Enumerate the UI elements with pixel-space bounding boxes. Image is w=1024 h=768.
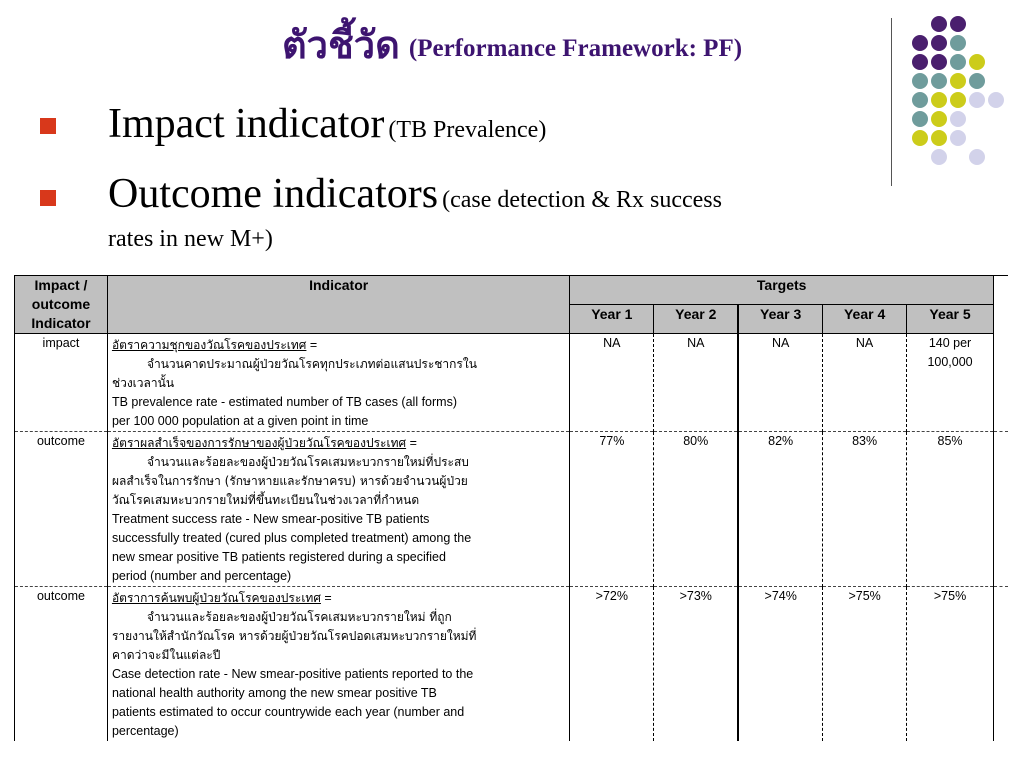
- indicator-equals: =: [320, 591, 332, 605]
- row-indicator: [107, 432, 569, 587]
- target-year-4: 83%: [823, 432, 907, 587]
- target-year-5-line2: 100,000: [927, 355, 973, 369]
- bullet-impact: [108, 100, 546, 148]
- decorative-dot: [912, 130, 928, 146]
- indicator-english-definition: per 100 000 population at a given point in time: [111, 414, 369, 428]
- bullet-icon: [40, 118, 56, 134]
- row-type: outcome: [15, 432, 108, 587]
- header-impact-outcome: Impact / outcome Indicator: [15, 276, 108, 334]
- target-year-4: NA: [823, 334, 907, 432]
- target-year-1: NA: [570, 334, 654, 432]
- target-year-2: 80%: [654, 432, 738, 587]
- target-year-5: [907, 334, 994, 432]
- bullet-outcome: [108, 170, 722, 218]
- decorative-dot: [950, 54, 966, 70]
- indicator-thai-definition: คาดว่าจะมีในแต่ละปี: [111, 648, 221, 662]
- bullet-outcome-sub-continued: rates in new M+): [108, 226, 273, 252]
- header-year-1: Year 1: [570, 305, 654, 334]
- table-row: [15, 587, 1009, 742]
- decorative-dot: [912, 73, 928, 89]
- target-year-3: 82%: [738, 432, 822, 587]
- indicator-english-definition: patients estimated to occur countrywide each year (number and: [111, 705, 465, 719]
- decorative-dot: [931, 149, 947, 165]
- decorative-dot: [931, 73, 947, 89]
- decorative-dot: [931, 111, 947, 127]
- indicator-english-definition: period (number and percentage): [111, 569, 292, 583]
- indicator-thai-title: อัตราความชุกของวัณโรคของประเทศ: [111, 338, 307, 352]
- target-year-1: 77%: [570, 432, 654, 587]
- title-english: (Performance Framework: PF): [408, 35, 743, 62]
- bullet-outcome-sub: (case detection & Rx success: [442, 187, 722, 213]
- target-year-5: >75%: [907, 587, 994, 742]
- indicator-equals: =: [306, 338, 318, 352]
- bullet-impact-main: Impact indicator: [108, 101, 385, 147]
- indicator-thai-definition: จำนวนและร้อยละของผู้ป่วยวัณโรคเสมหะบวกรายใหม่ที่ประสบ: [146, 455, 469, 469]
- decorative-divider: [891, 18, 892, 186]
- row-indicator: [107, 587, 569, 742]
- indicator-thai-definition: รายงานให้สำนักวัณโรค หารด้วยผู้ป่วยวัณโรคปอดเสมหะบวกรายใหม่ที่: [111, 629, 477, 643]
- indicator-thai-definition: ช่วงเวลานั้น: [111, 376, 175, 390]
- decorative-dot: [969, 54, 985, 70]
- indicator-equals: =: [406, 436, 417, 450]
- slide-title: [0, 14, 1024, 75]
- target-year-2: NA: [654, 334, 738, 432]
- target-year-5-line1: 140 per: [928, 336, 972, 350]
- bullet-outcome-main: Outcome indicators: [108, 171, 439, 217]
- row-type: outcome: [15, 587, 108, 742]
- header-year-5: Year 5: [907, 305, 994, 334]
- indicator-thai-definition: จำนวนและร้อยละของผู้ป่วยวัณโรคเสมหะบวกรายใหม่ ที่ถูก: [146, 610, 452, 624]
- row-end: [994, 432, 1009, 587]
- header-year-4: Year 4: [823, 305, 907, 334]
- decorative-dot: [912, 111, 928, 127]
- row-type: impact: [15, 334, 108, 432]
- target-year-3: NA: [738, 334, 822, 432]
- target-year-1: >72%: [570, 587, 654, 742]
- decorative-dot: [931, 54, 947, 70]
- target-year-3: >74%: [738, 587, 822, 742]
- decorative-dot: [969, 149, 985, 165]
- bullet-icon: [40, 190, 56, 206]
- indicator-english-definition: new smear positive TB patients registered during a specified: [111, 550, 446, 564]
- target-year-2: >73%: [654, 587, 738, 742]
- performance-framework-table: [14, 275, 1008, 741]
- indicator-thai-title: อัตราผลสำเร็จของการรักษาของผู้ป่วยวัณโรคของประเทศ: [111, 436, 407, 450]
- decorative-dot: [912, 54, 928, 70]
- indicator-english-definition: Case detection rate - New smear-positive patients reported to the: [111, 667, 474, 681]
- row-end: [994, 334, 1009, 432]
- indicator-english-definition: national health authority among the new smear positive TB: [111, 686, 437, 700]
- title-thai: ตัวชี้วัด: [281, 23, 400, 67]
- indicator-english-definition: Treatment success rate - New smear-positive TB patients: [111, 512, 430, 526]
- indicator-thai-definition: วัณโรคเสมหะบวกรายใหม่ที่ขึ้นทะเบียนในช่วงเวลาที่กำหนด: [111, 493, 420, 507]
- indicator-thai-definition: ผลสำเร็จในการรักษา (รักษาหายและรักษาครบ) หารด้วยจำนวนผู้ป่วย: [111, 474, 468, 488]
- indicator-thai-title: อัตราการค้นพบผู้ป่วยวัณโรคของประเทศ: [111, 591, 321, 605]
- decorative-dot: [950, 73, 966, 89]
- decorative-dot: [950, 35, 966, 51]
- target-year-5: 85%: [907, 432, 994, 587]
- header-year-2: Year 2: [654, 305, 738, 334]
- decorative-dot: [950, 92, 966, 108]
- indicator-thai-definition: จำนวนคาดประมาณผู้ป่วยวัณโรคทุกประเภทต่อแสนประชากรใน: [146, 357, 477, 371]
- decorative-dot: [950, 111, 966, 127]
- decorative-dot: [988, 92, 1004, 108]
- decorative-dot: [950, 16, 966, 32]
- header-targets: Targets: [570, 276, 994, 305]
- decorative-dot: [950, 130, 966, 146]
- decorative-dot: [931, 130, 947, 146]
- table-row: [15, 334, 1009, 432]
- bullet-impact-sub: (TB Prevalence): [388, 117, 547, 143]
- header-blank: [994, 276, 1009, 334]
- target-year-4: >75%: [823, 587, 907, 742]
- decorative-dot: [969, 73, 985, 89]
- decorative-dot: [912, 35, 928, 51]
- indicator-english-definition: percentage): [111, 724, 179, 738]
- indicator-english-definition: TB prevalence rate - estimated number of TB cases (all forms): [111, 395, 457, 409]
- header-indicator: Indicator: [107, 276, 569, 334]
- header-year-3: Year 3: [738, 305, 822, 334]
- decorative-dot: [912, 92, 928, 108]
- decorative-dot: [931, 92, 947, 108]
- row-end: [994, 587, 1009, 742]
- table-row: [15, 432, 1009, 587]
- indicator-english-definition: successfully treated (cured plus completed treatment) among the: [111, 531, 472, 545]
- decorative-dot: [969, 92, 985, 108]
- decorative-dot: [931, 35, 947, 51]
- decorative-dot: [931, 16, 947, 32]
- row-indicator: [107, 334, 569, 432]
